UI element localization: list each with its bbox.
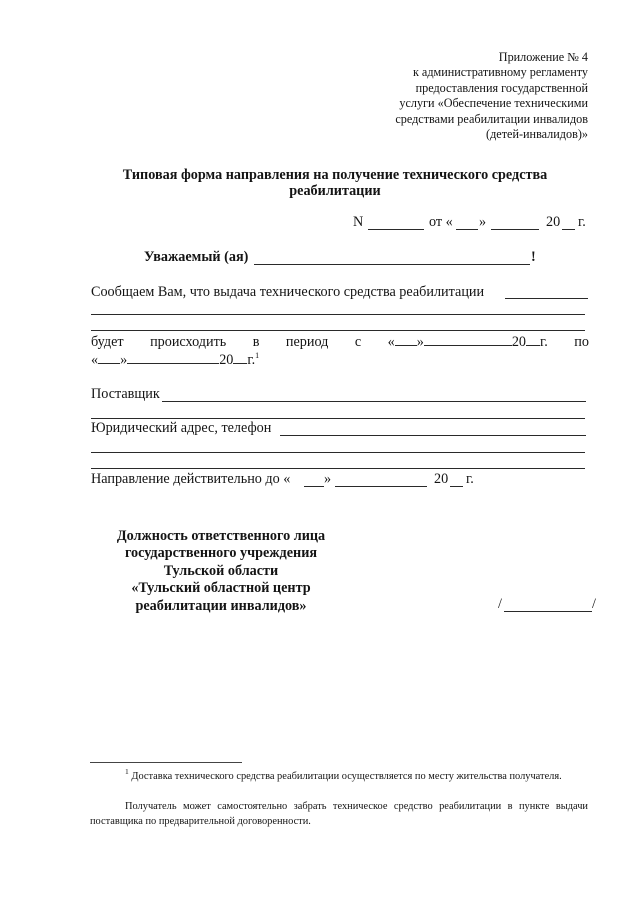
appendix-line: услуги «Обеспечение техническими bbox=[399, 96, 588, 111]
date-from-label: от « bbox=[429, 214, 453, 230]
signer-line: реабилитации инвалидов» bbox=[135, 597, 307, 614]
form-title-line: Типовая форма направления на получение технического средства bbox=[122, 167, 548, 183]
recipient-name-blank bbox=[254, 264, 530, 265]
footnote-separator bbox=[90, 762, 242, 763]
supplier-blank-line bbox=[91, 418, 585, 419]
footnote-text: Доставка технического средства реабилитации осуществляется по месту жительства получателя. bbox=[131, 771, 562, 782]
period-start-month-blank bbox=[424, 345, 512, 346]
valid-year: 20 bbox=[434, 471, 449, 487]
period-close-quote: » bbox=[416, 334, 424, 350]
signer-line: государственного учреждения bbox=[124, 545, 318, 562]
day-blank bbox=[456, 229, 478, 230]
period-end-date bbox=[91, 352, 259, 369]
address-blank-line bbox=[91, 468, 585, 469]
valid-year-blank bbox=[450, 486, 463, 487]
period-start-year-blank bbox=[526, 345, 540, 346]
footnote-1 bbox=[90, 767, 588, 785]
valid-day-blank bbox=[304, 486, 324, 487]
supplier-label: Поставщик bbox=[91, 386, 160, 402]
aid-name-blank-line bbox=[91, 330, 585, 331]
period-start-date bbox=[388, 334, 548, 351]
valid-month-blank bbox=[335, 486, 427, 487]
signer-line: «Тульский областной центр bbox=[131, 580, 311, 597]
greeting-label: Уважаемый (ая) bbox=[144, 249, 249, 265]
date-quote-close: » bbox=[479, 214, 487, 230]
greeting-exclamation: ! bbox=[531, 249, 536, 265]
aid-name-blank-line bbox=[91, 314, 585, 315]
number-label: N bbox=[353, 214, 364, 230]
period-word: период bbox=[285, 334, 329, 350]
valid-until-label: Направление действительно до « bbox=[91, 471, 291, 487]
year-prefix: 20 bbox=[546, 214, 561, 230]
signer-line: Должность ответственного лица bbox=[116, 528, 326, 544]
address-blank bbox=[280, 435, 586, 436]
period-end-month-blank bbox=[127, 363, 219, 364]
signature-blank bbox=[504, 611, 592, 612]
month-blank bbox=[491, 229, 539, 230]
period-word: с bbox=[354, 334, 362, 350]
period-start-year: 20 bbox=[511, 334, 527, 350]
period-start-year-suffix: г. bbox=[540, 334, 548, 350]
aid-name-blank bbox=[505, 298, 588, 299]
signer-line: Тульской области bbox=[163, 562, 279, 579]
period-end-year-blank bbox=[233, 363, 247, 364]
appendix-line: средствами реабилитации инвалидов bbox=[395, 111, 588, 126]
period-to-word: по bbox=[574, 334, 589, 350]
period-word: в bbox=[252, 334, 260, 350]
footnote-number: 1 bbox=[125, 767, 129, 776]
message-text: Сообщаем Вам, что выдача технического средства реабилитации bbox=[91, 284, 485, 300]
address-blank-line bbox=[91, 452, 585, 453]
valid-year-suffix: г. bbox=[466, 471, 474, 487]
appendix-line: к административному регламенту bbox=[412, 65, 588, 80]
period-end-close-quote: » bbox=[120, 352, 128, 368]
period-word: будет bbox=[91, 334, 124, 350]
appendix-line: Приложение № 4 bbox=[498, 50, 588, 64]
period-row bbox=[91, 334, 589, 351]
form-title bbox=[80, 167, 590, 199]
period-start-day-blank bbox=[395, 345, 417, 346]
footnote-text: Получатель может самостоятельно забрать техническое средство реабилитации в пункте выдачи поставщика по предварительной договоренности. bbox=[90, 801, 588, 827]
period-end-day-blank bbox=[98, 363, 120, 364]
period-end-year-suffix: г. bbox=[247, 352, 256, 368]
footnote-2 bbox=[90, 800, 588, 830]
signature-close-slash: / bbox=[592, 596, 596, 612]
year-suffix: г. bbox=[578, 214, 586, 230]
period-open-quote: « bbox=[387, 334, 395, 350]
period-word: происходить bbox=[150, 334, 227, 350]
appendix-line: предоставления государственной bbox=[415, 80, 588, 95]
period-end-open-quote: « bbox=[91, 352, 99, 368]
year-blank bbox=[562, 229, 575, 230]
signature-open-slash: / bbox=[498, 596, 502, 612]
valid-close-quote: » bbox=[324, 471, 332, 487]
address-label: Юридический адрес, телефон bbox=[91, 420, 272, 436]
signer-block bbox=[96, 528, 346, 615]
appendix-line: (детей-инвалидов)» bbox=[486, 127, 588, 142]
appendix-header bbox=[395, 50, 588, 142]
supplier-blank bbox=[162, 401, 586, 402]
period-end-year: 20 bbox=[219, 352, 234, 368]
footnote-reference: 1 bbox=[255, 351, 260, 360]
number-blank bbox=[368, 229, 424, 230]
form-title-line: реабилитации bbox=[289, 183, 381, 199]
